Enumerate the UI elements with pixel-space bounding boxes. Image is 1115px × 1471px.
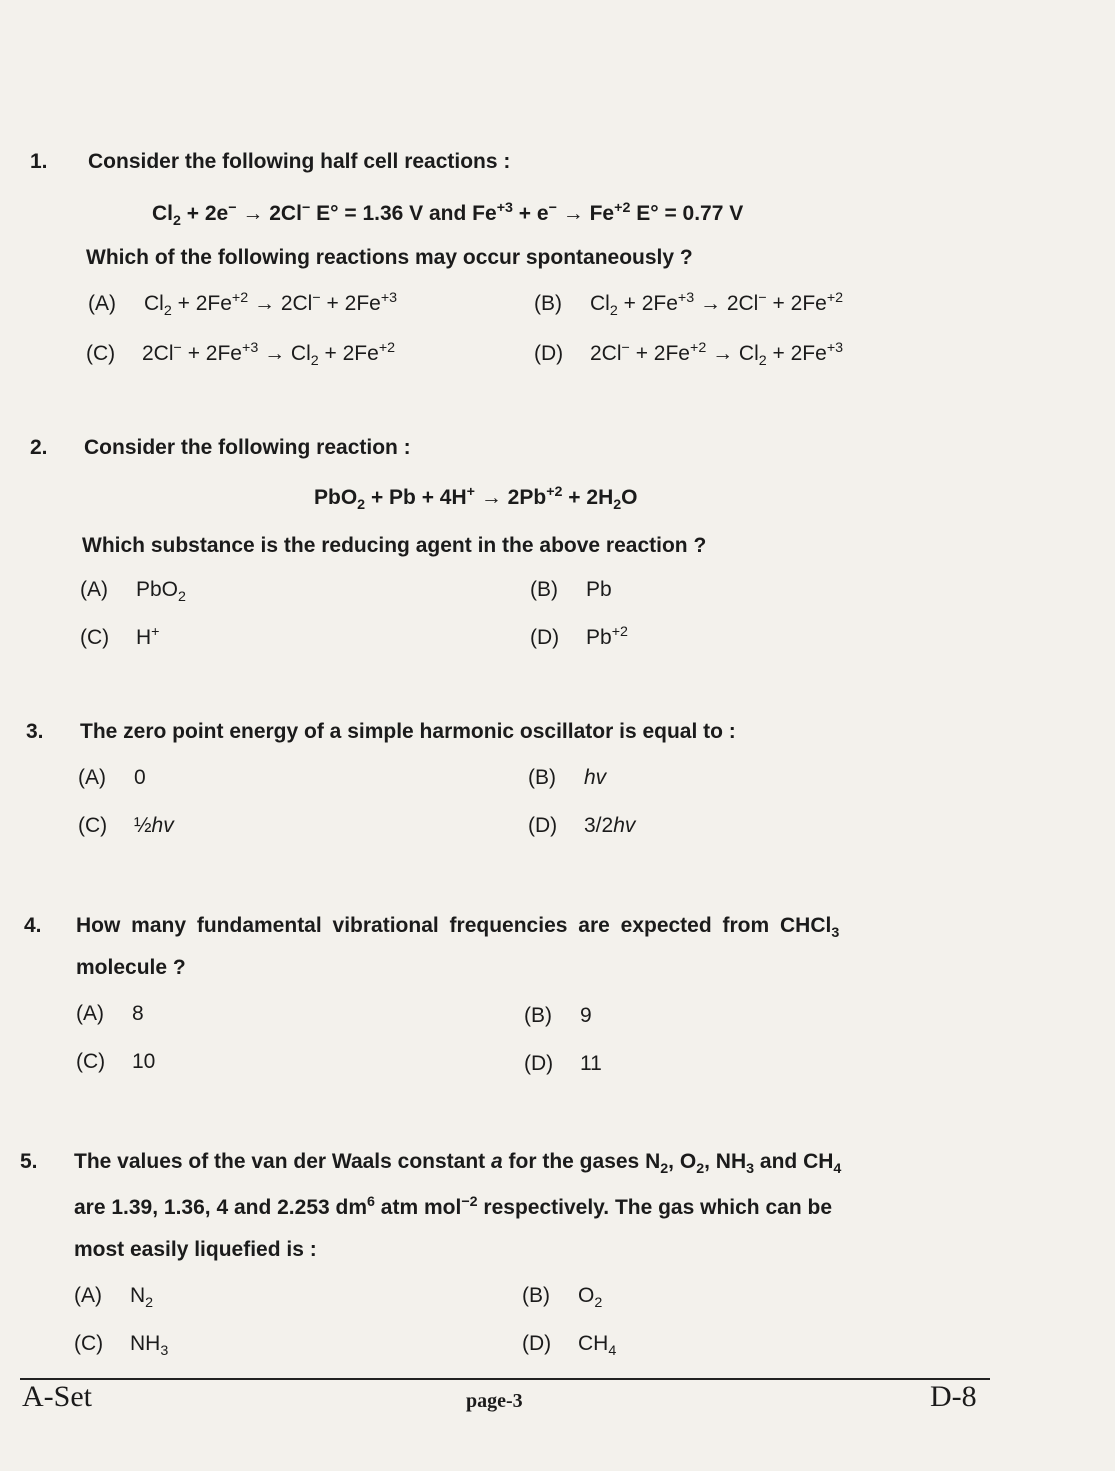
option-text: $2Cl^- + 2Fe^{+3} \to Cl_2 + 2Fe^{+2}$ [142, 340, 396, 369]
option-label: (C) [78, 814, 108, 837]
q4-option-a[interactable] [76, 1002, 144, 1026]
option-text: Pb [586, 578, 612, 601]
q3-stem: The zero point energy of a simple harmonic oscillator is equal to : [80, 720, 736, 743]
option-text: hv [584, 766, 607, 789]
q5-stem-line3: most easily liquefied is : [74, 1238, 317, 1261]
set-label: A-Set [22, 1380, 92, 1413]
option-text: 8 [132, 1002, 144, 1025]
option-text: $Pb^{+2}$ [586, 624, 628, 649]
q2-equation: $PbO_2 + Pb + 4H^+ \to 2Pb^{+2} + 2H_2O$ [314, 484, 638, 513]
option-text: $O_2$ [578, 1284, 603, 1311]
q4-option-d[interactable] [524, 1052, 602, 1076]
option-text: 10 [132, 1050, 156, 1073]
q1-equation: $Cl_2 + 2e^- \to 2Cl^-$ E° = 1.36 V and $Fe^{+3} + e^- \to Fe^{+2}$ E° = 0.77 V [152, 200, 744, 229]
option-label: (B) [522, 1284, 550, 1307]
option-label: (A) [80, 578, 108, 601]
q2-option-c[interactable] [80, 624, 160, 650]
q1-option-c[interactable] [86, 340, 395, 369]
option-label: (A) [74, 1284, 102, 1307]
q2-stem: Consider the following reaction : [84, 436, 411, 459]
q5-option-a[interactable] [74, 1284, 153, 1311]
option-text: H+ [136, 624, 160, 649]
option-text: $Cl_2 + 2Fe^{+2} \to 2Cl^- + 2Fe^{+3}$ [144, 290, 398, 319]
option-text: 11 [580, 1052, 602, 1075]
q5-stem-line2: are 1.39, 1.36, 4 and 2.253 $dm^6$ atm mol$^{-2}$ respectively. The gas which can be [74, 1194, 832, 1219]
option-label: (A) [88, 291, 116, 315]
option-text: PbO$_2$ [136, 578, 186, 605]
option-label: (B) [524, 1004, 552, 1027]
q4-number: 4. [24, 914, 42, 937]
q1-option-b[interactable] [534, 290, 843, 319]
option-text: $NH_3$ [130, 1332, 169, 1359]
q3-number: 3. [26, 720, 44, 743]
q5-option-c[interactable] [74, 1332, 168, 1359]
option-label: (C) [86, 341, 116, 365]
q5-option-b[interactable] [522, 1284, 602, 1311]
option-text: ½hv [134, 814, 174, 837]
footer-divider [20, 1378, 990, 1380]
q1-stem: Consider the following half cell reactions : [88, 150, 511, 173]
q4-stem-line2: molecule ? [76, 956, 186, 979]
option-text: $2Cl^- + 2Fe^{+2} \to Cl_2 + 2Fe^{+3}$ [590, 340, 844, 369]
q1-number: 1. [30, 150, 48, 173]
q2-option-b[interactable] [530, 578, 612, 602]
q2-number: 2. [30, 436, 48, 459]
q5-option-d[interactable] [522, 1332, 616, 1359]
option-text: $Cl_2 + 2Fe^{+3} \to 2Cl^- + 2Fe^{+2}$ [590, 290, 844, 319]
q3-option-c[interactable] [78, 814, 174, 838]
option-label: (D) [524, 1052, 554, 1075]
option-label: (D) [530, 625, 560, 649]
q4-option-b[interactable] [524, 1004, 592, 1028]
q3-option-a[interactable] [78, 766, 146, 790]
option-text: $CH_4$ [578, 1332, 617, 1359]
q2-question: Which substance is the reducing agent in the above reaction ? [82, 534, 707, 557]
q5-stem: The values of the van der Waals constant a for the gases $N_2$, $O_2$, $NH_3$ and $CH_4$ [74, 1150, 842, 1177]
option-label: (A) [76, 1002, 104, 1025]
option-label: (D) [522, 1332, 552, 1355]
q3-option-d[interactable] [528, 814, 635, 838]
option-text: $N_2$ [130, 1284, 154, 1311]
option-text: 0 [134, 766, 146, 789]
option-label: (B) [528, 766, 556, 789]
q1-option-a[interactable] [88, 290, 397, 319]
q3-option-b[interactable] [528, 766, 606, 790]
q4-stem: How many fundamental vibrational frequencies are expected from CHCl$_3$ [76, 914, 840, 941]
option-label: (A) [78, 766, 106, 789]
option-label: (C) [76, 1050, 106, 1073]
q1-option-d[interactable] [534, 340, 843, 369]
option-label: (C) [80, 625, 110, 649]
q1-question: Which of the following reactions may occur spontaneously ? [86, 246, 693, 269]
paper-code: D-8 [930, 1380, 977, 1413]
option-label: (D) [528, 814, 558, 837]
option-label: (B) [534, 291, 562, 315]
option-label: (D) [534, 341, 564, 365]
page-number: page-3 [466, 1390, 523, 1412]
option-label: (B) [530, 578, 558, 601]
q2-option-d[interactable] [530, 624, 628, 650]
option-label: (C) [74, 1332, 104, 1355]
q2-option-a[interactable] [80, 578, 186, 605]
option-text: 9 [580, 1004, 592, 1027]
q5-number: 5. [20, 1150, 38, 1173]
q4-option-c[interactable] [76, 1050, 155, 1074]
option-text: 3/2hv [584, 814, 636, 837]
